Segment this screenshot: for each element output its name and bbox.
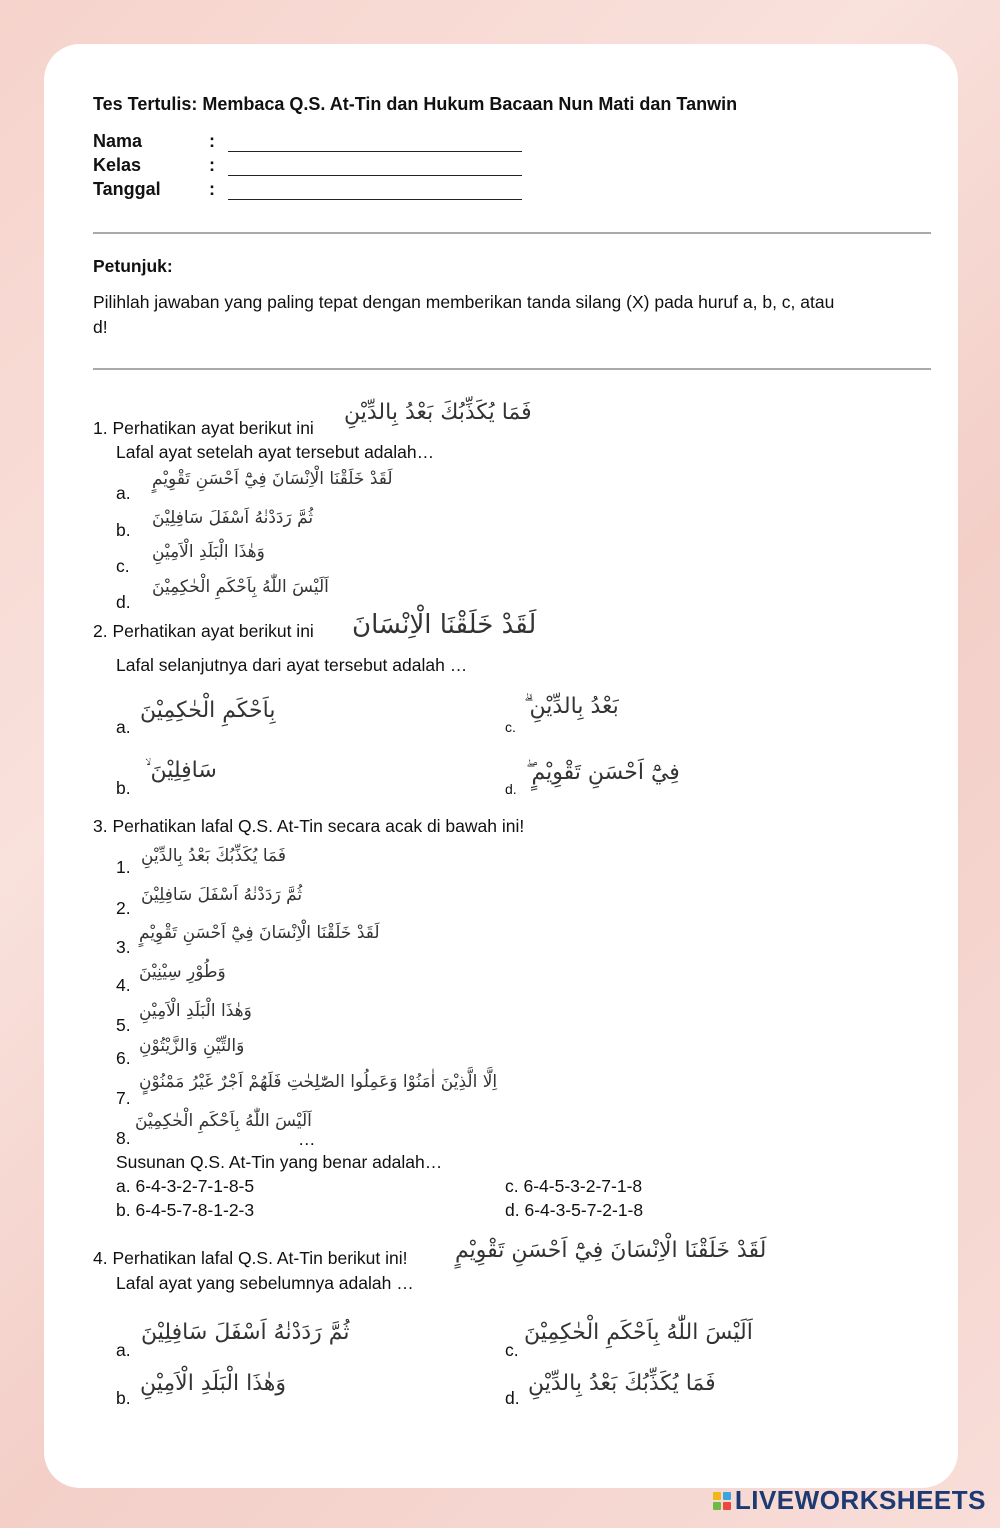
q4-option-d-arabic[interactable]: فَمَا يُكَذِّبُكَ بَعْدُ بِالدِّيْنِ bbox=[528, 1371, 716, 1396]
q3-question: Susunan Q.S. At-Tin yang benar adalah… bbox=[116, 1152, 443, 1172]
class-label: Kelas bbox=[93, 155, 142, 175]
q3-ellipsis: … bbox=[298, 1129, 316, 1149]
logo-square bbox=[713, 1492, 721, 1500]
logo-square bbox=[723, 1492, 731, 1500]
q4-option-d-letter[interactable]: d. bbox=[505, 1388, 520, 1408]
worksheet-title: Tes Tertulis: Membaca Q.S. At-Tin dan Hukum Bacaan Nun Mati dan Tanwin bbox=[93, 94, 738, 114]
q2-option-c-letter[interactable]: c. bbox=[505, 719, 516, 735]
q1-option-d-arabic[interactable]: اَلَيْسَ اللّٰهُ بِاَحْكَمِ الْحٰكِمِيْنَ bbox=[152, 577, 329, 597]
q3-item-number: 8. bbox=[116, 1128, 131, 1148]
q2-option-b-arabic[interactable]: سَافِلِيْنَ ۙ bbox=[145, 758, 217, 783]
q2-option-d-arabic[interactable]: فِيْٓ اَحْسَنِ تَقْوِيْمٍ ۖ bbox=[526, 760, 680, 785]
q3-item-number: 4. bbox=[116, 975, 131, 995]
q1-option-c-arabic[interactable]: وَهٰذَا الْبَلَدِ الْاَمِيْنِ bbox=[152, 542, 265, 562]
date-colon: : bbox=[209, 179, 215, 199]
q1-question: Lafal ayat setelah ayat tersebut adalah… bbox=[116, 442, 435, 462]
class-input-line[interactable] bbox=[228, 175, 522, 176]
logo-square bbox=[723, 1502, 731, 1510]
name-colon: : bbox=[209, 131, 215, 151]
q4-ayah: لَقَدْ خَلَقْنَا الْاِنْسَانَ فِيْٓ اَحْسَنِ تَقْوِيْمٍ bbox=[455, 1238, 767, 1263]
q4-option-b-arabic[interactable]: وَهٰذَا الْبَلَدِ الْاَمِيْنِ bbox=[140, 1371, 286, 1396]
q3-item-arabic: وَهٰذَا الْبَلَدِ الْاَمِيْنِ bbox=[139, 1001, 252, 1021]
q2-ayah: لَقَدْ خَلَقْنَا الْاِنْسَانَ bbox=[352, 610, 537, 640]
q1-ayah: فَمَا يُكَذِّبُكَ بَعْدُ بِالدِّيْنِ bbox=[344, 400, 532, 425]
q3-option-c[interactable]: c. 6-4-5-3-2-7-1-8 bbox=[505, 1176, 643, 1196]
q1-option-b-letter[interactable]: b. bbox=[116, 520, 131, 540]
liveworksheets-logo[interactable] bbox=[713, 1485, 986, 1516]
q4-option-a-arabic[interactable]: ثُمَّ رَدَدْنٰهُ اَسْفَلَ سَافِلِيْنَ bbox=[141, 1320, 350, 1345]
logo-text: LIVEWORKSHEETS bbox=[734, 1485, 986, 1515]
q1-prompt: 1. Perhatikan ayat berikut ini bbox=[93, 418, 314, 438]
date-input-line[interactable] bbox=[228, 199, 522, 200]
name-label: Nama bbox=[93, 131, 143, 151]
q4-prompt: 4. Perhatikan lafal Q.S. At-Tin berikut ini! bbox=[93, 1248, 408, 1268]
date-label: Tanggal bbox=[93, 179, 161, 199]
q2-option-d-letter[interactable]: d. bbox=[505, 781, 517, 797]
q2-option-b-letter[interactable]: b. bbox=[116, 778, 131, 798]
q4-option-b-letter[interactable]: b. bbox=[116, 1388, 131, 1408]
q3-item-arabic: اِلَّا الَّذِيْنَ اٰمَنُوْا وَعَمِلُوا الصّٰلِحٰتِ فَلَهُمْ اَجْرٌ غَيْرُ مَمْنُوْنٍ bbox=[139, 1072, 498, 1092]
q4-option-a-letter[interactable]: a. bbox=[116, 1340, 131, 1360]
q3-item-arabic: فَمَا يُكَذِّبُكَ بَعْدُ بِالدِّيْنِ bbox=[141, 846, 286, 866]
q2-option-a-arabic[interactable]: بِاَحْكَمِ الْحٰكِمِيْنَ bbox=[140, 698, 276, 723]
q3-item-arabic: وَطُوْرِ سِيْنِيْنَ bbox=[139, 962, 226, 982]
q3-item-number: 1. bbox=[116, 857, 131, 877]
class-colon: : bbox=[209, 155, 215, 175]
logo-mark-icon bbox=[713, 1492, 731, 1510]
q2-option-c-arabic[interactable]: بَعْدُ بِالدِّيْنِ ۗ bbox=[524, 694, 619, 719]
q3-item-arabic: ثُمَّ رَدَدْنٰهُ اَسْفَلَ سَافِلِيْنَ bbox=[141, 885, 303, 905]
instructions-heading: Petunjuk: bbox=[93, 256, 173, 276]
q3-item-number: 3. bbox=[116, 937, 131, 957]
q3-item-arabic: وَالتِّيْنِ وَالزَّيْتُوْنِ bbox=[139, 1036, 245, 1056]
name-input-line[interactable] bbox=[228, 151, 522, 152]
q1-option-a-letter[interactable]: a. bbox=[116, 483, 131, 503]
q1-option-a-arabic[interactable]: لَقَدْ خَلَقْنَا الْاِنْسَانَ فِيْٓ اَحْسَنِ تَقْوِيْمٍ bbox=[152, 469, 393, 489]
q3-option-a[interactable]: a. 6-4-3-2-7-1-8-5 bbox=[116, 1176, 255, 1196]
q3-prompt: 3. Perhatikan lafal Q.S. At-Tin secara acak di bawah ini! bbox=[93, 816, 525, 836]
q1-option-b-arabic[interactable]: ثُمَّ رَدَدْنٰهُ اَسْفَلَ سَافِلِيْنَ bbox=[152, 508, 314, 528]
q3-item-arabic: لَقَدْ خَلَقْنَا الْاِنْسَانَ فِيْٓ اَحْسَنِ تَقْوِيْمٍ bbox=[139, 923, 380, 943]
q4-option-c-letter[interactable]: c. bbox=[505, 1340, 519, 1360]
logo-square bbox=[713, 1502, 721, 1510]
q1-option-c-letter[interactable]: c. bbox=[116, 556, 130, 576]
q3-item-number: 7. bbox=[116, 1088, 131, 1108]
q2-question: Lafal selanjutnya dari ayat tersebut adalah … bbox=[116, 655, 468, 675]
instructions-line-2: d! bbox=[93, 317, 108, 337]
divider bbox=[93, 232, 931, 234]
q3-item-arabic: اَلَيْسَ اللّٰهُ بِاَحْكَمِ الْحٰكِمِيْنَ bbox=[135, 1111, 312, 1131]
q4-option-c-arabic[interactable]: اَلَيْسَ اللّٰهُ بِاَحْكَمِ الْحٰكِمِيْنَ bbox=[524, 1320, 753, 1345]
q1-option-d-letter[interactable]: d. bbox=[116, 592, 131, 612]
q3-item-number: 6. bbox=[116, 1048, 131, 1068]
q3-option-d[interactable]: d. 6-4-3-5-7-2-1-8 bbox=[505, 1200, 644, 1220]
instructions-line-1: Pilihlah jawaban yang paling tepat dengan memberikan tanda silang (X) pada huruf a, b, c, atau bbox=[93, 292, 835, 312]
q3-item-number: 5. bbox=[116, 1015, 131, 1035]
q2-option-a-letter[interactable]: a. bbox=[116, 717, 131, 737]
divider bbox=[93, 368, 931, 370]
q2-prompt: 2. Perhatikan ayat berikut ini bbox=[93, 621, 314, 641]
q4-question: Lafal ayat yang sebelumnya adalah … bbox=[116, 1273, 414, 1293]
q3-option-b[interactable]: b. 6-4-5-7-8-1-2-3 bbox=[116, 1200, 255, 1220]
q3-item-number: 2. bbox=[116, 898, 131, 918]
